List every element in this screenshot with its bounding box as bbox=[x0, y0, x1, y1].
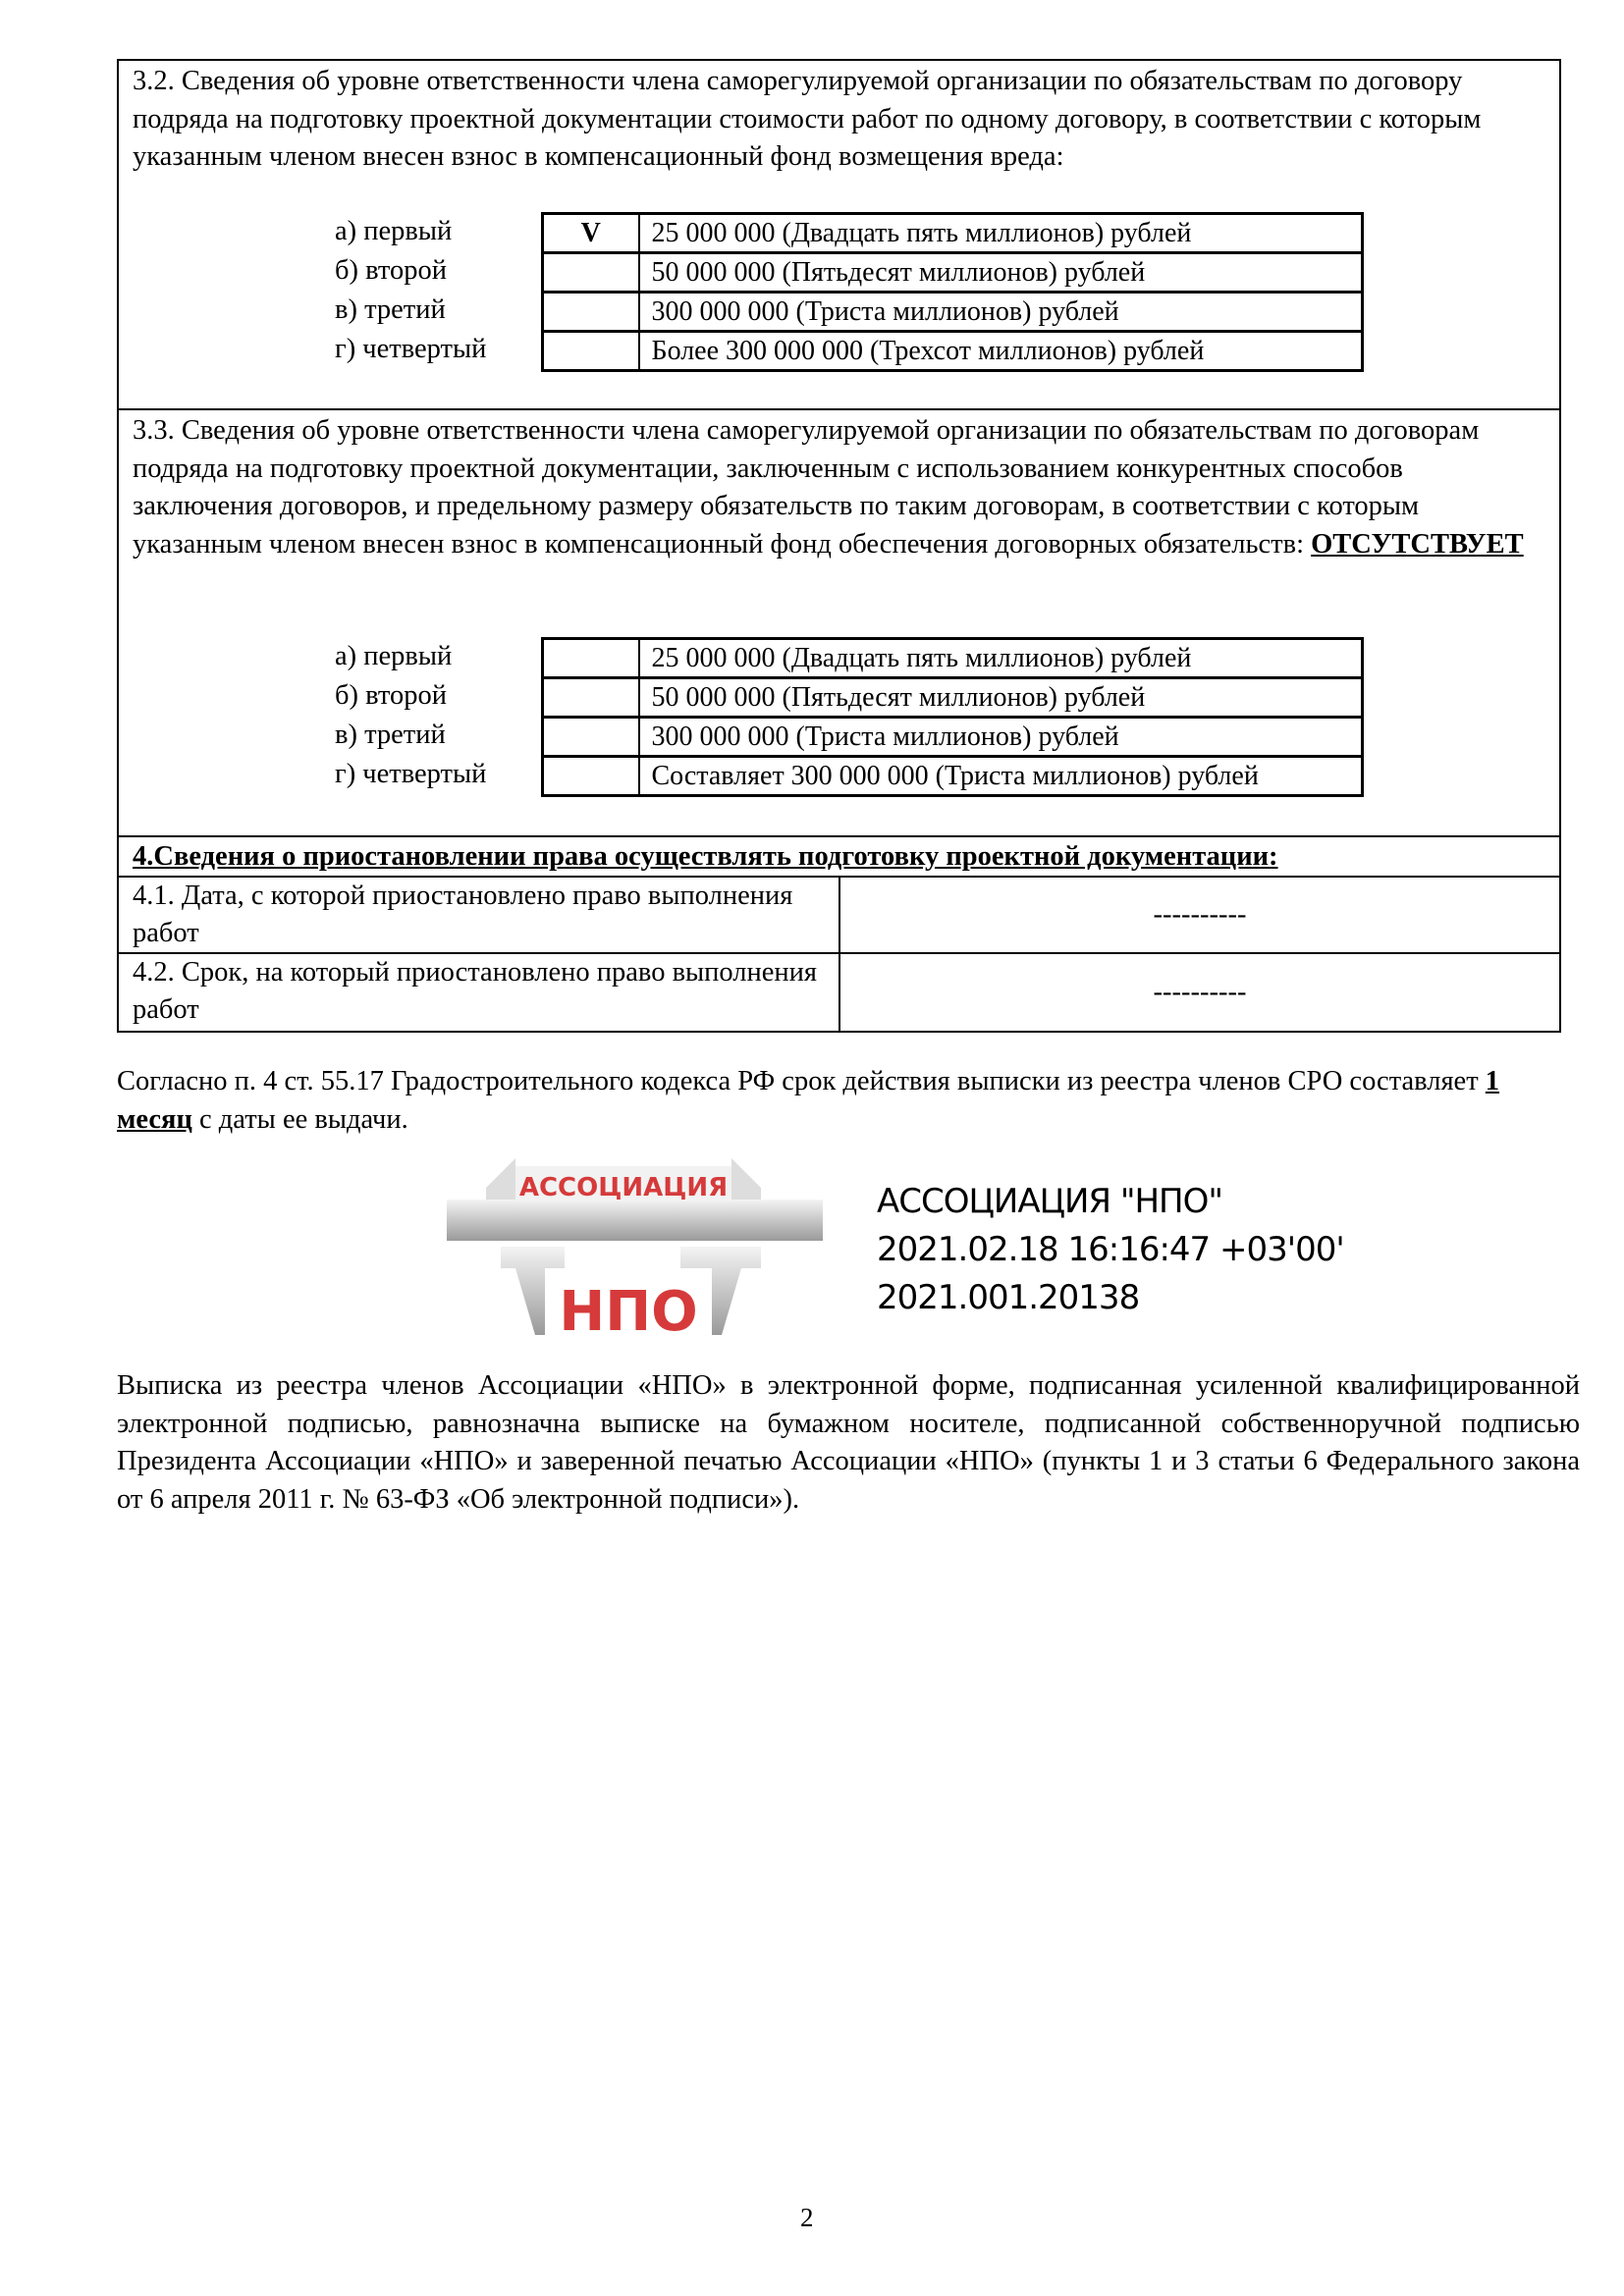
option-mark bbox=[543, 332, 639, 371]
page-number: 2 bbox=[800, 2203, 814, 2232]
signer-name: АССОЦИАЦИЯ "НПО" bbox=[877, 1182, 1223, 1221]
table-row bbox=[119, 878, 1559, 954]
status-absent: ОТСУТСТВУЕТ bbox=[1311, 528, 1524, 560]
table-row bbox=[543, 678, 1363, 718]
option-mark bbox=[543, 757, 639, 796]
row-value: ---------- bbox=[1153, 898, 1247, 930]
option-label: б) второй bbox=[335, 255, 447, 286]
section-3-2-text: 3.2. Сведения об уровне ответственности члена саморегулируемой организации по обязательствам по договору подряда на подготовку проектной документации стоимости работ по одному договору, в соответствии с которым указанным членом внесен взнос в компенсационный фонд возмещения вреда: bbox=[133, 66, 1482, 172]
note-text-end: с даты ее выдачи. bbox=[191, 1103, 408, 1135]
note-text: Согласно п. 4 ст. 55.17 Градостроительного кодекса РФ срок действия выписки из реестра членов СРО составляет bbox=[117, 1066, 1486, 1096]
row-label: 4.1. Дата, с которой приостановлено право выполнения работ bbox=[119, 878, 840, 952]
validity-period: 1 месяц bbox=[117, 1066, 1500, 1135]
section-3-3 bbox=[119, 410, 1559, 837]
row-value: ---------- bbox=[1153, 976, 1247, 1007]
table-row bbox=[543, 639, 1363, 678]
svg-text:НПО: НПО bbox=[559, 1280, 698, 1340]
section-3-3-body: 3.3. Сведения об уровне ответственности члена саморегулируемой организации по обязательствам по договорам подряда на подготовку проектной документации, заключенным с использованием конкурентных способов заключения договоров, и предельному размеру обязательств по таким договорам, в соответствии с которым указанным членом внесен взнос в компенсационный фонд обеспечения договорных обязательств: bbox=[133, 415, 1480, 560]
svg-text:АССОЦИАЦИЯ: АССОЦИАЦИЯ bbox=[518, 1173, 729, 1202]
table-row bbox=[543, 253, 1363, 293]
legal-paragraph: Выписка из реестра членов Ассоциации «НПО» в электронной форме, подписанная усиленной квалифицированной электронной подписью, равнозначна выписке на бумажном носителе, подписанной собственноручной подписью Президента Ассоциации «НПО» и заверенной печатью Ассоциации «НПО» (пункты 1 и 3 статьи 6 Федерального закона от 6 апреля 2011 г. № 63-ФЗ «Об электронной подписи»). bbox=[117, 1370, 1580, 1515]
option-label: г) четвертый bbox=[335, 334, 487, 364]
option-value: Более 300 000 000 (Трехсот миллионов) рублей bbox=[639, 332, 1363, 371]
option-label: а) первый bbox=[335, 641, 453, 671]
option-mark bbox=[543, 639, 639, 678]
option-label: г) четвертый bbox=[335, 759, 487, 789]
option-value: 25 000 000 (Двадцать пять миллионов) рублей bbox=[639, 639, 1363, 678]
option-value: 300 000 000 (Триста миллионов) рублей bbox=[639, 293, 1363, 332]
option-value: 50 000 000 (Пятьдесят миллионов) рублей bbox=[639, 253, 1363, 293]
liability-levels-table bbox=[541, 637, 1364, 797]
option-label: в) третий bbox=[335, 294, 446, 325]
option-mark: V bbox=[543, 214, 639, 253]
option-value: 25 000 000 (Двадцать пять миллионов) рублей bbox=[639, 214, 1363, 253]
option-value: 50 000 000 (Пятьдесят миллионов) рублей bbox=[639, 678, 1363, 718]
section-3-2-options bbox=[335, 212, 1364, 372]
option-label: б) второй bbox=[335, 680, 447, 711]
table-row bbox=[543, 293, 1363, 332]
signature-number: 2021.001.20138 bbox=[877, 1278, 1140, 1317]
registry-extract-table bbox=[117, 59, 1561, 1033]
section-3-3-options bbox=[335, 637, 1364, 797]
table-row bbox=[119, 954, 1559, 1031]
option-mark bbox=[543, 293, 639, 332]
option-label: а) первый bbox=[335, 216, 453, 246]
option-mark bbox=[543, 678, 639, 718]
row-label: 4.2. Срок, на который приостановлено право выполнения работ bbox=[119, 954, 840, 1031]
table-row bbox=[543, 718, 1363, 757]
digital-signature bbox=[877, 1178, 1344, 1322]
option-value: Составляет 300 000 000 (Триста миллионов) рублей bbox=[639, 757, 1363, 796]
option-mark bbox=[543, 253, 639, 293]
table-row bbox=[543, 332, 1363, 371]
validity-note bbox=[117, 1063, 1580, 1139]
table-row bbox=[543, 757, 1363, 796]
option-value: 300 000 000 (Триста миллионов) рублей bbox=[639, 718, 1363, 757]
section-4-title: 4.Сведения о приостановлении права осуществлять подготовку проектной документации: bbox=[119, 837, 1559, 878]
table-row bbox=[543, 214, 1363, 253]
option-mark bbox=[543, 718, 639, 757]
signature-date: 2021.02.18 16:16:47 +03'00' bbox=[877, 1230, 1344, 1269]
association-npo-logo bbox=[447, 1158, 823, 1340]
section-3-3-text bbox=[133, 412, 1545, 563]
option-label: в) третий bbox=[335, 720, 446, 750]
liability-levels-table bbox=[541, 212, 1364, 372]
section-3-2 bbox=[119, 61, 1559, 410]
